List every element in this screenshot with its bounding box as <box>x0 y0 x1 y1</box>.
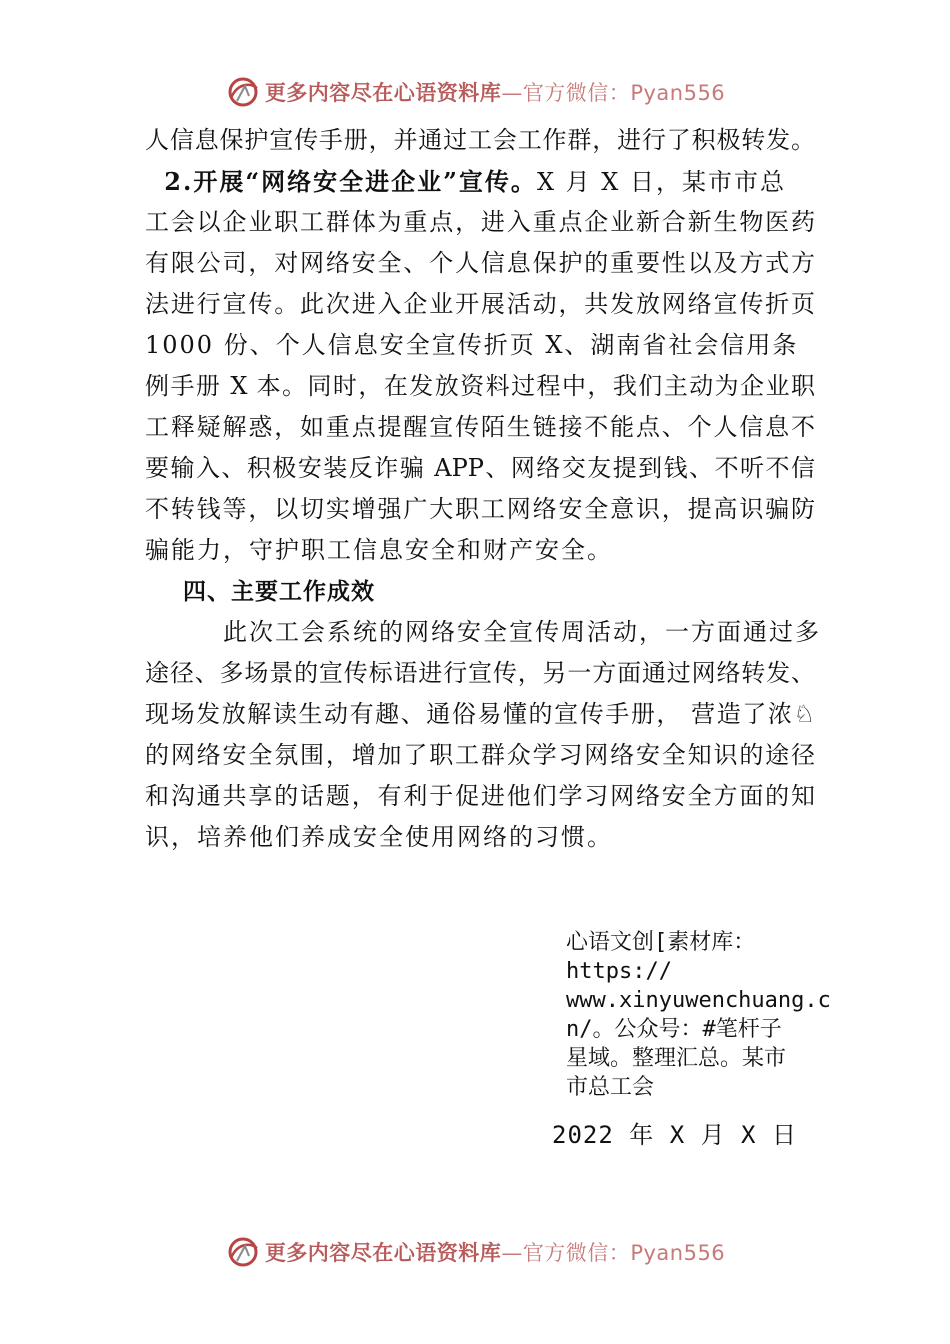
body-line: 2.开展“网络安全进企业”宣传。X 月 X 日，某市市总 <box>164 167 786 196</box>
body-line: 有限公司，对网络安全、个人信息保护的重要性以及方式方 <box>145 249 815 277</box>
body-line: 不转钱等，以切实增强广大职工网络安全意识，提高识骗防 <box>145 495 815 523</box>
section-heading: 四、主要工作成效 <box>183 579 375 605</box>
banner-text: 更多内容尽在心语资料库—官方微信：Pyan556 <box>264 81 726 105</box>
body-line: 现场发放解读生动有趣、通俗易懂的宣传手册， 营造了浓♘ <box>145 700 815 728</box>
signature-line: n/。公众号：#笔杆子 <box>566 1017 782 1042</box>
body-line: 此次工会系统的网络安全宣传周活动，一方面通过多 <box>223 618 821 646</box>
signature-block <box>566 928 831 1102</box>
body-line: 工会以企业职工群体为重点，进入重点企业新合新生物医药 <box>145 208 815 236</box>
body-line: 和沟通共享的话题，有利于促进他们学习网络安全方面的知 <box>145 782 815 810</box>
body-line: 骗能力，守护职工信息安全和财产安全。 <box>145 536 613 564</box>
body-line: 的网络安全氛围，增加了职工群众学习网络安全知识的途径 <box>145 741 815 769</box>
section-heading-line <box>145 571 815 612</box>
body-line: 例手册 X 本。同时，在发放资料过程中，我们主动为企业职 <box>145 372 815 400</box>
body-line: 1000 份、个人信息安全宣传折页 X、湖南省社会信用条 <box>145 331 799 359</box>
signature-line: 市总工会 <box>566 1075 655 1100</box>
body-line: 识，培养他们养成安全使用网络的习惯。 <box>145 823 613 851</box>
document-body <box>145 120 821 858</box>
signature-line: https:// <box>566 959 672 984</box>
document-date: 2022 年 X 月 X 日 <box>552 1121 797 1149</box>
section-subtitle: 2.开展“网络安全进企业”宣传。 <box>164 167 537 196</box>
body-line: 要输入、积极安装反诈骗 APP、网络交友提到钱、不听不信 <box>145 454 815 482</box>
logo-icon <box>225 74 261 110</box>
signature-line: www.xinyuwenchuang.c <box>566 988 831 1013</box>
body-line: 法进行宣传。此次进入企业开展活动，共发放网络宣传折页 <box>145 290 815 318</box>
signature-line: 心语文创[素材库： <box>566 930 756 955</box>
header-watermark-banner <box>0 72 950 112</box>
body-line: 工释疑解惑，如重点提醒宣传陌生链接不能点、个人信息不 <box>145 413 815 441</box>
banner-text: 更多内容尽在心语资料库—官方微信：Pyan556 <box>264 1241 726 1265</box>
signature-line: 星域。整理汇总。某市 <box>566 1046 787 1071</box>
body-line: 人信息保护宣传手册，并通过工会工作群，进行了积极转发。 <box>145 126 815 154</box>
footer-watermark-banner <box>0 1232 950 1272</box>
body-line: 途径、多场景的宣传标语进行宣传，另一方面通过网络转发、 <box>145 659 815 687</box>
logo-icon <box>225 1234 261 1270</box>
